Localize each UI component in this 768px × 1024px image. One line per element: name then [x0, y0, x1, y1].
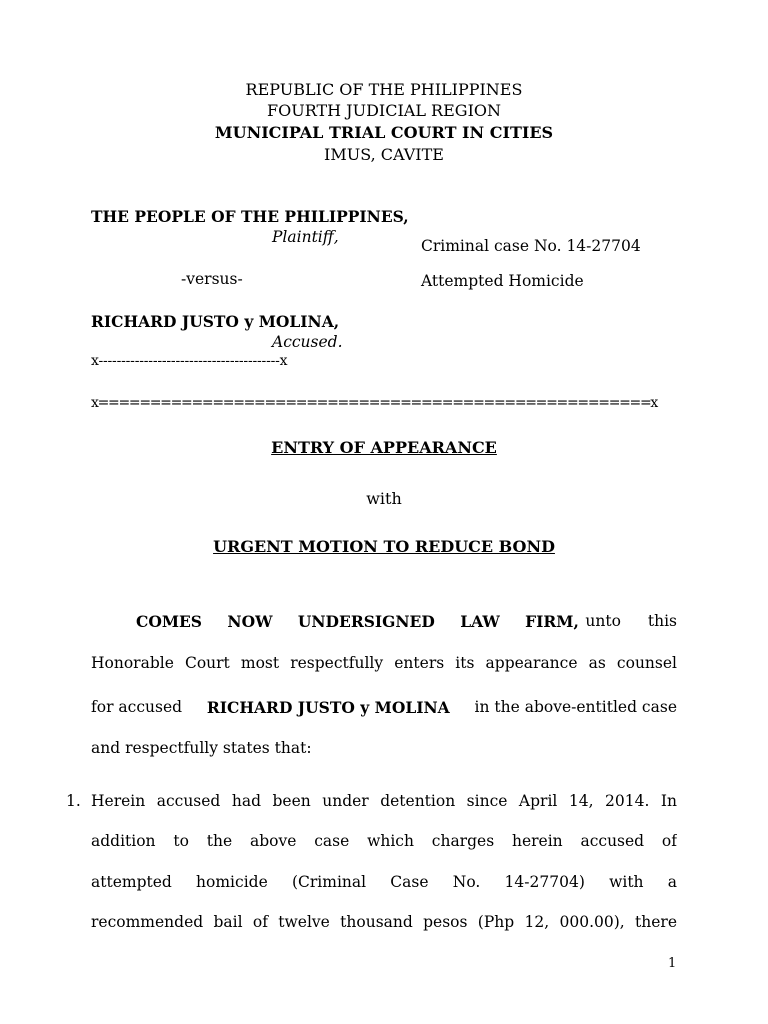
accused-role: Accused. [272, 333, 343, 351]
document-title: ENTRY OF APPEARANCE [271, 438, 497, 457]
body-line-4: and respectfully states that: [91, 739, 312, 757]
accused-name: RICHARD JUSTO y MOLINA, [91, 312, 340, 331]
intro-line [136, 612, 677, 631]
body-line-3 [91, 698, 677, 717]
motion-title: URGENT MOTION TO REDUCE BOND [213, 537, 555, 556]
header-region: FOURTH JUDICIAL REGION [267, 101, 501, 120]
intro-firm: COMES NOW UNDERSIGNED LAW FIRM, [136, 612, 579, 631]
page-number: 1 [668, 956, 677, 971]
item-1-line-4: recommended bail of twelve thousand pesos (Php 12, 000.00), there [91, 913, 677, 931]
item-1-number: 1. [66, 792, 81, 810]
separator-long: x=====================================================x [91, 395, 658, 411]
header-republic: REPUBLIC OF THE PHILIPPINES [245, 80, 523, 99]
accused-name-inline: RICHARD JUSTO y MOLINA [206, 698, 450, 717]
item-1-line-2: addition to the above case which charges herein accused of [91, 832, 677, 850]
item-1-line-1: Herein accused had been under detention since April 14, 2014. In [91, 792, 677, 810]
plaintiff-role: Plaintiff, [272, 228, 339, 246]
line3-pre: for accused [91, 698, 183, 716]
header-location: IMUS, CAVITE [324, 145, 444, 164]
case-number: Criminal case No. 14-27704 [421, 237, 641, 255]
versus-label: -versus- [181, 270, 243, 288]
intro-rest: unto this [585, 612, 677, 630]
separator-short: x----------------------------------------x [91, 353, 288, 369]
item-1-line-3: attempted homicide (Criminal Case No. 14-27704) with a [91, 873, 677, 891]
title-connector: with [366, 489, 402, 508]
plaintiff-name: THE PEOPLE OF THE PHILIPPINES, [91, 207, 409, 226]
body-line-2: Honorable Court most respectfully enters its appearance as counsel [91, 654, 677, 672]
offense-label: Attempted Homicide [421, 272, 584, 290]
header-court: MUNICIPAL TRIAL COURT IN CITIES [214, 123, 554, 142]
line3-post: in the above-entitled case [474, 698, 677, 716]
